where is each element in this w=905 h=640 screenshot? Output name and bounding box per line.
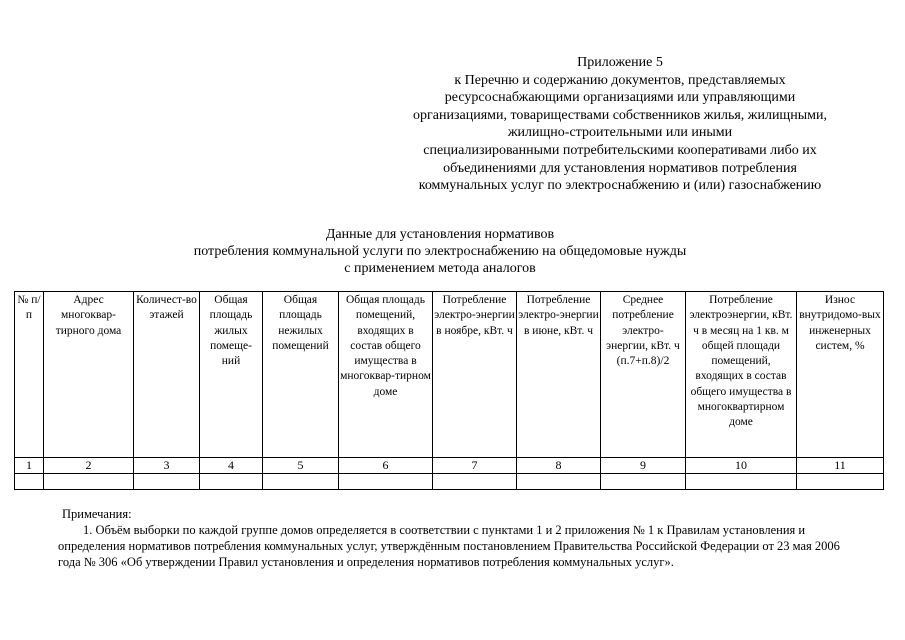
appendix-line: ресурсоснабжающими организациями или управляющими (444, 90, 796, 106)
table-cell (200, 474, 263, 490)
note-item: 1. Объём выборки по каждой группе домов определяется в соответствии с пунктами 1 и 2 приложения № 1 к Правилам установления и определения нормативов потребления коммунальных услуг, утверждённым постановлением Правительства Российской Федерации от 23 мая 2006 года № 306 «Об утверждении Правил установления и определения нормативов потребления коммунальных услуг». (58, 523, 840, 569)
appendix-title: Приложение 5 (577, 55, 663, 70)
header-cell: № п/п (15, 292, 44, 458)
table-cell (433, 474, 517, 490)
column-number: 11 (797, 458, 884, 474)
header-cell: Общая площадь жилых помеще-ний (200, 292, 263, 458)
column-number: 7 (433, 458, 517, 474)
appendix-line: коммунальных услуг по электроснабжению и (или) газоснабжению (418, 178, 822, 194)
column-number: 2 (44, 458, 134, 474)
document-title (120, 226, 760, 277)
title-line: Данные для установления нормативов (325, 227, 555, 242)
title-line: потребления коммунальной услуги по электроснабжению на общедомовые нужды (193, 244, 687, 259)
column-number: 6 (339, 458, 433, 474)
appendix-header (380, 54, 860, 195)
header-cell: Количест-во этажей (134, 292, 200, 458)
table-cell (263, 474, 339, 490)
header-cell: Общая площадь нежилых помещений (263, 292, 339, 458)
header-cell: Адрес многоквар-тирного дома (44, 292, 134, 458)
header-cell: Потребление электро-энергии в июне, кВт. ч (517, 292, 601, 458)
title-line: с применением метода аналогов (344, 261, 536, 276)
table-cell (15, 474, 44, 490)
header-cell: Среднее потребление электро-энергии, кВт. ч (п.7+п.8)/2 (601, 292, 686, 458)
column-number: 10 (686, 458, 797, 474)
header-cell: Общая площадь помещений, входящих в состав общего имущества в многоквар-тирном доме (339, 292, 433, 458)
table-cell (797, 474, 884, 490)
notes-section (58, 506, 852, 570)
table-row (15, 474, 884, 490)
header-cell: Износ внутридомо-вых инженерных систем, % (797, 292, 884, 458)
appendix-line: организациями, товариществами собственников жилья, жилищными, (413, 107, 827, 123)
appendix-line: жилищно-строительными или иными (507, 125, 733, 141)
table-cell (44, 474, 134, 490)
table-cell (601, 474, 686, 490)
column-number: 1 (15, 458, 44, 474)
table-cell (517, 474, 601, 490)
appendix-line: объединениями для установления нормативов потребления (443, 160, 797, 176)
appendix-line: специализированными потребительскими кооперативами либо их (423, 142, 817, 158)
header-cell: Потребление электро-энергии в ноябре, кВт. ч (433, 292, 517, 458)
table-cell (686, 474, 797, 490)
table-cell (339, 474, 433, 490)
header-cell: Потребление электроэнергии, кВт. ч в месяц на 1 кв. м общей площади помещений, входящих в состав общего имущества в многоквартирном доме (686, 292, 797, 458)
column-number: 9 (601, 458, 686, 474)
appendix-line: к Перечню и содержанию документов, представляемых (454, 72, 786, 88)
table-cell (134, 474, 200, 490)
column-number-row (15, 458, 884, 474)
notes-heading: Примечания: (62, 507, 132, 521)
column-number: 4 (200, 458, 263, 474)
column-number: 8 (517, 458, 601, 474)
column-number: 3 (134, 458, 200, 474)
table-header-row (15, 292, 884, 458)
data-table (14, 291, 884, 490)
column-number: 5 (263, 458, 339, 474)
